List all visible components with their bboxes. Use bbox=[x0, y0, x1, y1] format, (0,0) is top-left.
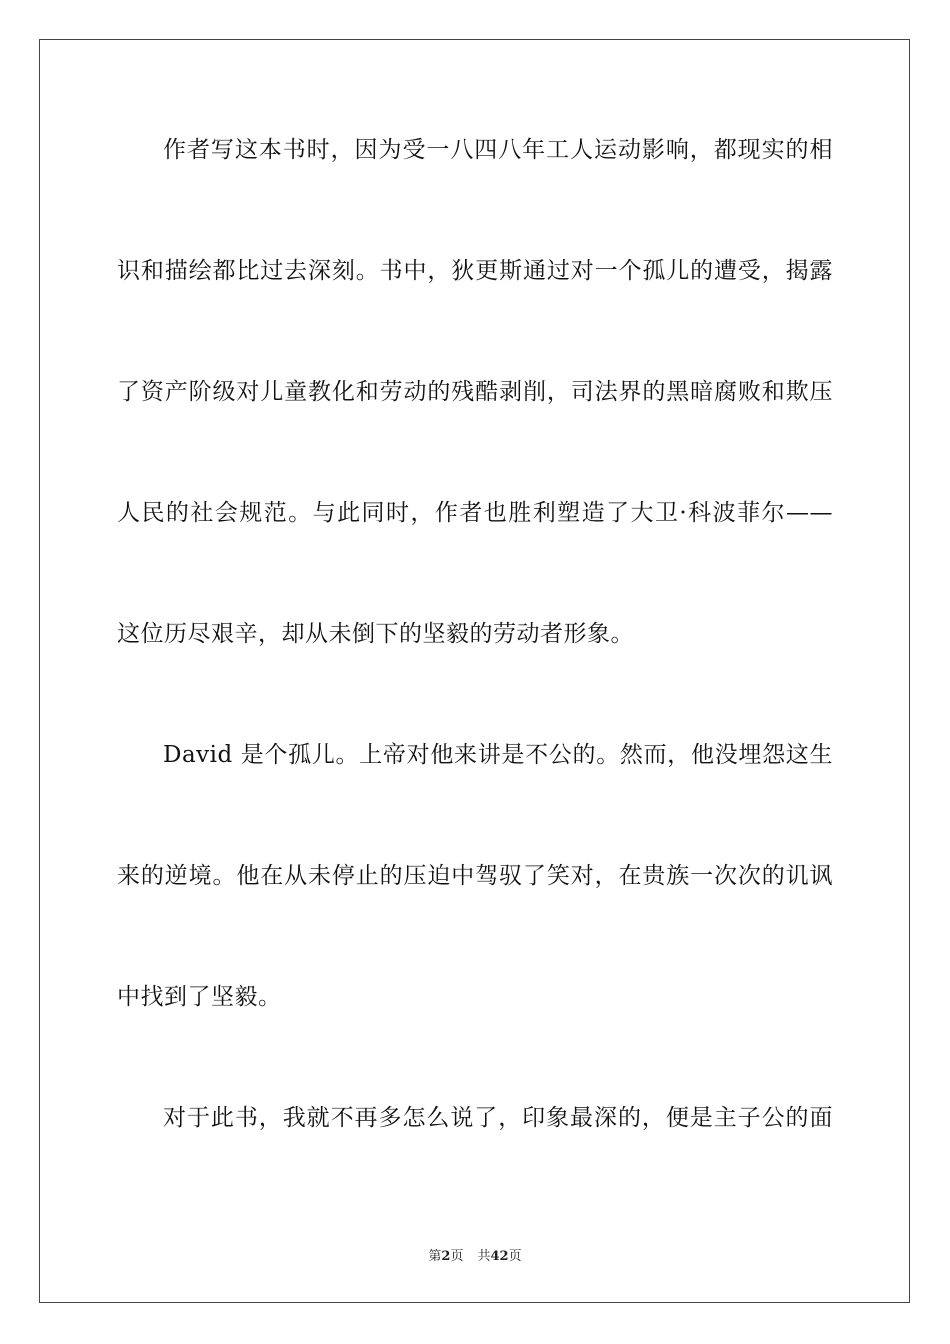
footer-page-suffix: 页 bbox=[450, 1249, 464, 1264]
paragraph-3-line-1: 对于此书，我就不再多怎么说了，印象最深的，便是主子公的面 bbox=[163, 1105, 833, 1131]
footer-total-suffix: 页 bbox=[508, 1249, 522, 1264]
paragraph-2-line-1: David 是个孤儿。上帝对他来讲是不公的。然而，他没埋怨这生 bbox=[163, 742, 833, 768]
paragraph-1-line-1: 作者写这本书时，因为受一八四八年工人运动影响，都现实的相 bbox=[163, 137, 833, 163]
footer-total-pages: 42 bbox=[490, 1249, 509, 1264]
paragraph-1-line-3: 了资产阶级对儿童教化和劳动的残酷剥削，司法界的黑暗腐败和欺压 bbox=[117, 379, 833, 405]
footer-page-number: 2 bbox=[441, 1249, 451, 1264]
page-footer bbox=[0, 1248, 950, 1266]
paragraph-2-line-3: 中找到了坚毅。 bbox=[117, 984, 282, 1010]
footer-prefix: 第 bbox=[428, 1249, 442, 1264]
paragraph-1-line-4: 人民的社会规范。与此同时，作者也胜利塑造了大卫·科波菲尔—— bbox=[117, 500, 833, 526]
paragraph-1-line-2: 识和描绘都比过去深刻。书中，狄更斯通过对一个孤儿的遭受，揭露 bbox=[117, 258, 833, 284]
paragraph-2-line-2: 来的逆境。他在从未停止的压迫中驾驭了笑对，在贵族一次次的讥讽 bbox=[117, 863, 833, 889]
footer-total-prefix: 共 bbox=[477, 1249, 491, 1264]
paragraph-1-line-5: 这位历尽艰辛，却从未倒下的坚毅的劳动者形象。 bbox=[117, 621, 634, 647]
